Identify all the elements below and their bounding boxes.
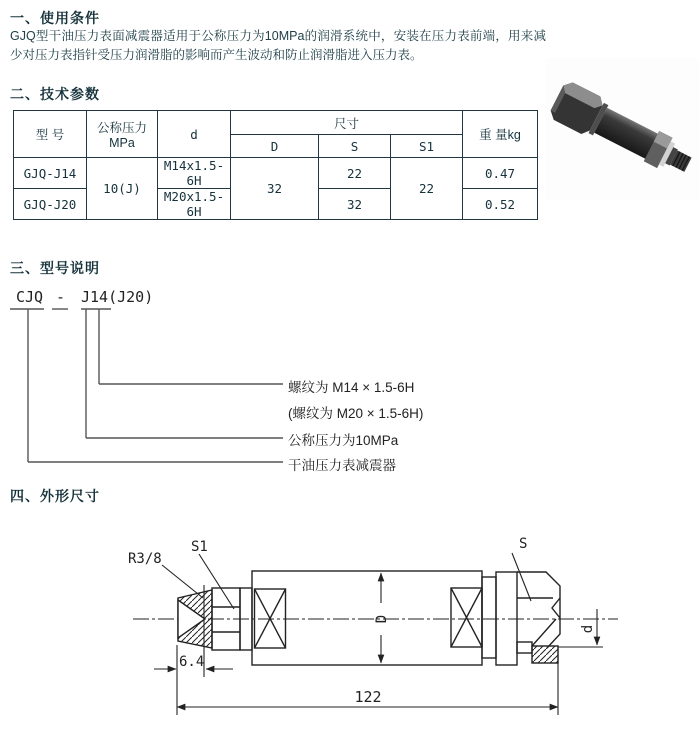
cell-weight-2: 0.52: [463, 189, 538, 220]
section2-heading: 二、技术参数: [10, 86, 100, 102]
label-r38: R3/8: [128, 551, 162, 567]
col-header-S: S: [319, 135, 391, 158]
model-suffix: J14(J20): [81, 288, 154, 306]
col-header-d: d: [158, 111, 231, 158]
label-thread-alt: (螺纹为 M20 × 1.5-6H): [288, 406, 424, 421]
cell-d-2: M20x1.5-6H: [158, 189, 231, 220]
model-prefix: CJQ: [16, 288, 44, 306]
cell-pressure: 10(J): [87, 158, 158, 220]
product-photo: [545, 58, 699, 200]
label-pressure: 公称压力为10MPa: [288, 433, 399, 448]
cell-weight-1: 0.47: [463, 158, 538, 189]
dimension-drawing: [0, 505, 699, 751]
col-header-pressure: 公称压力MPa: [87, 111, 158, 158]
label-thread: 螺纹为 M14 × 1.5-6H: [288, 380, 415, 395]
label-6-4: 6.4: [179, 654, 205, 670]
model-connector-lines: [10, 309, 283, 462]
label-D: D: [374, 614, 390, 624]
model-code-diagram: [0, 280, 500, 480]
section3-heading: 三、型号说明: [10, 260, 100, 276]
cell-S-1: 22: [319, 158, 391, 189]
cell-S-2: 32: [319, 189, 391, 220]
col-header-D: D: [231, 135, 319, 158]
model-code: [16, 288, 153, 306]
model-labels: [288, 379, 423, 473]
label-122: 122: [354, 688, 382, 706]
cell-d-1: M14x1.5-6H: [158, 158, 231, 189]
col-header-S1: S1: [391, 135, 463, 158]
label-s: S: [519, 536, 528, 552]
spec-table: [13, 110, 538, 220]
col-header-model: 型 号: [14, 111, 87, 158]
section1-body: GJQ型干油压力表面减震器适用于公称压力为10MPa的润滑系统中，安装在压力表前端，用来减少对压力表指针受压力润滑脂的影响而产生波动和防止润滑脂进入压力表。: [10, 29, 546, 62]
cell-S1: 22: [391, 158, 463, 220]
section4-heading: 四、外形尺寸: [10, 488, 100, 504]
label-name: 干油压力表减震器: [288, 458, 396, 473]
section1-heading: 一、使用条件: [10, 10, 100, 26]
label-d: d: [580, 624, 596, 634]
cell-D: 32: [231, 158, 319, 220]
col-header-weight: 重 量kg: [463, 111, 538, 158]
damper-outline: [178, 571, 560, 665]
col-header-size: 尺寸: [231, 111, 463, 135]
table-row: [14, 158, 538, 189]
model-dash: -: [56, 288, 66, 306]
label-s1: S1: [191, 539, 208, 555]
cell-model-2: GJQ-J20: [14, 189, 87, 220]
cell-model-1: GJQ-J14: [14, 158, 87, 189]
